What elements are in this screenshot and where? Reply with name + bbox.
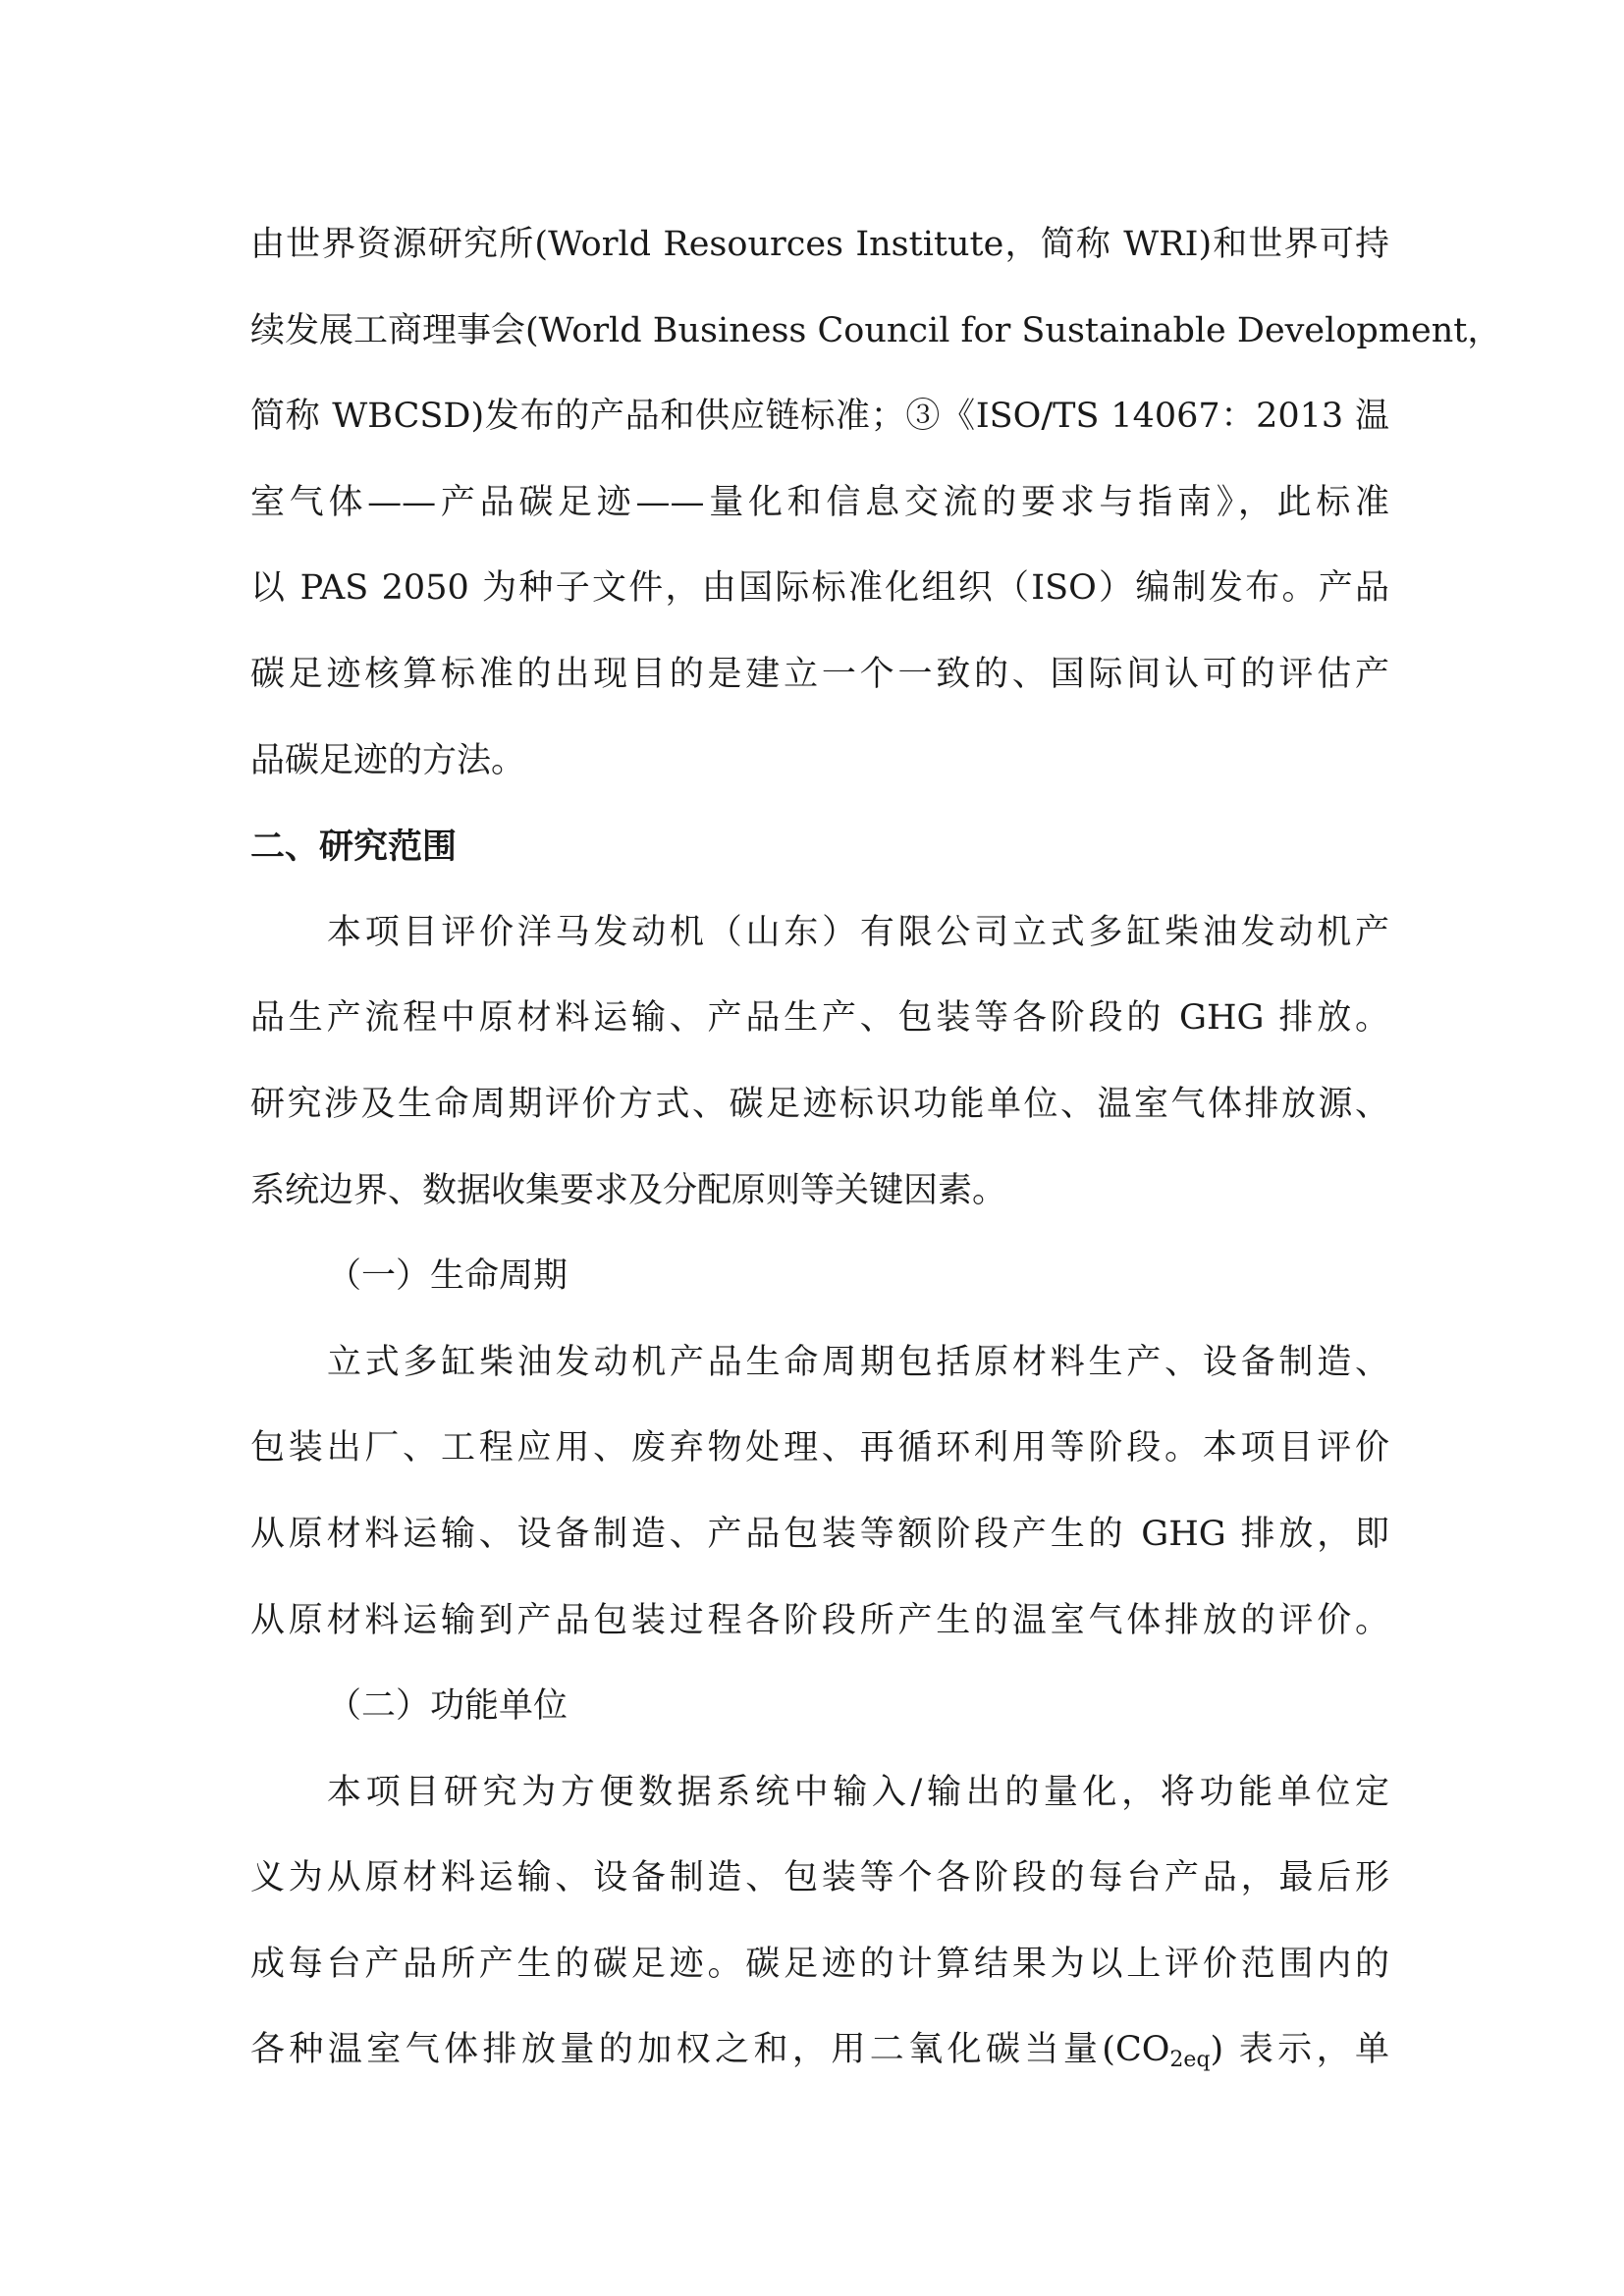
subsection-heading: （二）功能单位	[327, 1686, 568, 1727]
text-line: 立式多缸柴油发动机产品生命周期包括原材料生产、设备制造、	[327, 1342, 1389, 1382]
text-line: 本项目评价洋马发动机（山东）有限公司立式多缸柴油发动机产	[327, 912, 1389, 952]
text-line: 系统边界、数据收集要求及分配原则等关键因素。	[250, 1170, 1007, 1210]
text-line	[250, 2007, 1389, 2094]
subsection-2-paragraph	[250, 1750, 1389, 2094]
text-line: 成每台产品所产生的碳足迹。碳足迹的计算结果为以上评价范围内的	[250, 1944, 1389, 1984]
text-line: 以 PAS 2050 为种子文件，由国际标准化组织（ISO）编制发布。产品	[250, 568, 1389, 609]
text-segment: ) 表示，单	[1210, 2030, 1389, 2070]
text-line: 从原材料运输到产品包装过程各阶段所产生的温室气体排放的评价。	[250, 1600, 1389, 1640]
page-content	[250, 202, 1502, 2094]
text-line: 简称 WBCSD)发布的产品和供应链标准；③《ISO/TS 14067：2013 温	[250, 397, 1389, 437]
section-heading: 二、研究范围	[250, 827, 458, 868]
text-line: 品生产流程中原材料运输、产品生产、包装等各阶段的 GHG 排放。	[250, 998, 1389, 1039]
text-line: 包装出厂、工程应用、废弃物处理、再循环利用等阶段。本项目评价	[250, 1428, 1389, 1468]
co2-subscript: 2eq	[1169, 2048, 1211, 2073]
text-line: 品碳足迹的方法。	[250, 740, 526, 780]
text-line: 从原材料运输、设备制造、产品包装等额阶段产生的 GHG 排放，即	[250, 1514, 1389, 1554]
intro-paragraph	[250, 202, 1502, 804]
text-line: 义为从原材料运输、设备制造、包装等个各阶段的每台产品，最后形	[250, 1858, 1389, 1898]
text-line: 续发展工商理事会(World Business Council for Sustainable Development，	[250, 310, 1502, 350]
section-2-paragraph	[250, 890, 1389, 1234]
text-line: 室气体——产品碳足迹——量化和信息交流的要求与指南》，此标准	[250, 482, 1389, 522]
subsection-1-paragraph	[250, 1320, 1389, 1664]
text-line: 碳足迹核算标准的出现目的是建立一个一致的、国际间认可的评估产	[250, 654, 1389, 694]
text-line: 由世界资源研究所(World Resources Institute，简称 WRI)和世界可持	[250, 225, 1389, 264]
text-line: 本项目研究为方便数据系统中输入/输出的量化，将功能单位定	[327, 1772, 1389, 1812]
subsection-heading: （一）生命周期	[327, 1256, 568, 1297]
text-segment: 各种温室气体排放量的加权之和，用二氧化碳当量(CO	[250, 2030, 1170, 2070]
text-line: 研究涉及生命周期评价方式、碳足迹标识功能单位、温室气体排放源、	[250, 1084, 1389, 1124]
